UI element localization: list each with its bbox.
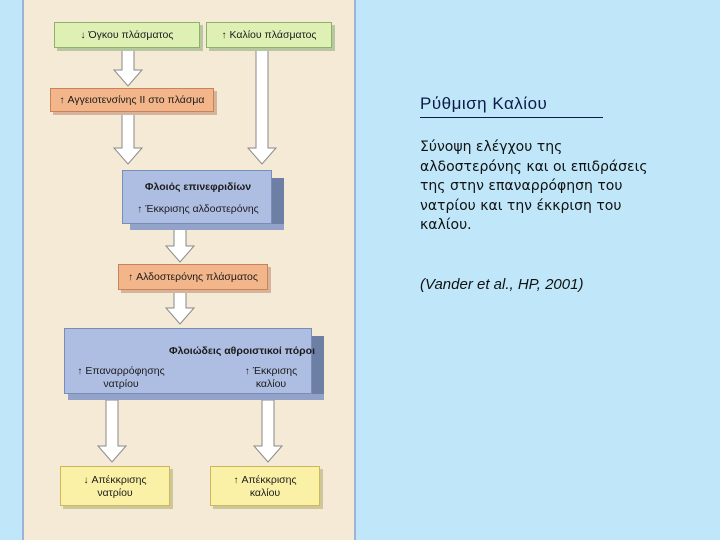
- sodium-excretion-line1-wrap: [83, 474, 146, 487]
- sodium-reabsorption-cell: [71, 365, 171, 390]
- box-plasma-aldosterone-label: Αλδοστερόνης πλάσματος: [136, 271, 258, 283]
- up-arrow-icon: ↑: [137, 204, 143, 215]
- collecting-ducts-title: Φλοιώδεις αθροιστικοί πόροι: [169, 345, 315, 357]
- potassium-excretion-line1: Απέκκρισης: [241, 473, 297, 486]
- box-angiotensin: [50, 88, 214, 112]
- arrow-adrenal-to-aldosterone: [166, 228, 194, 262]
- arrow-aldosterone-to-ducts: [166, 292, 194, 324]
- arrow-potassium-to-adrenal: [248, 46, 276, 164]
- box-sodium-excretion: [60, 466, 170, 506]
- down-arrow-icon: ↓: [83, 474, 89, 486]
- adrenal-secretion-line: [123, 203, 273, 216]
- aldosterone-secretion-label: Έκκρισης αλδοστερόνης: [145, 203, 259, 215]
- potassium-excretion-line1-wrap: [233, 474, 296, 487]
- box-plasma-volume-label: Όγκου πλάσματος: [88, 29, 174, 41]
- potassium-secretion-line1: Έκκρισης: [252, 365, 298, 377]
- box-plasma-potassium-label: Καλίου πλάσματος: [229, 29, 317, 41]
- diagram-panel: [22, 0, 356, 540]
- arrow-volume-to-angiotensin: [114, 46, 142, 86]
- sodium-excretion-line1: Απέκκρισης: [91, 473, 147, 486]
- potassium-secretion-line2: καλίου: [255, 378, 287, 390]
- arrow-angiotensin-to-adrenal: [114, 112, 142, 164]
- sodium-reabsorption-line2: νατρίου: [103, 378, 139, 390]
- box-collecting-ducts: [64, 328, 315, 394]
- potassium-secretion-cell: [233, 365, 309, 390]
- potassium-excretion-line2: καλίου: [249, 486, 281, 499]
- sodium-reabsorption-line1: Επαναρρόφησης: [85, 365, 165, 377]
- up-arrow-icon: ↑: [233, 474, 239, 486]
- summary-text: Σύνοψη ελέγχου της αλδοστερόνης και οι επιδράσεις της στην επαναρρόφηση του νατρίου και την έκκριση του καλίου.: [420, 139, 648, 233]
- arrow-ducts-to-sodium: [98, 400, 126, 462]
- up-arrow-icon: ↑: [59, 94, 65, 106]
- box-plasma-volume: [54, 22, 200, 48]
- adrenal-box-bottom: [130, 224, 284, 230]
- slide-title: Ρύθμιση Καλίου: [420, 94, 548, 113]
- title-underline: [420, 117, 603, 118]
- adrenal-box-side: [272, 178, 284, 224]
- box-potassium-excretion: [210, 466, 320, 506]
- down-arrow-icon: ↓: [80, 29, 86, 41]
- box-plasma-potassium: [206, 22, 332, 48]
- box-adrenal-cortex: [122, 170, 272, 224]
- box-plasma-aldosterone: [118, 264, 268, 290]
- ducts-box-bottom: [68, 394, 324, 400]
- up-arrow-icon: ↑: [221, 29, 227, 41]
- arrow-ducts-to-potassium: [254, 400, 282, 462]
- up-arrow-icon: ↑: [244, 366, 250, 377]
- box-angiotensin-label: Αγγειοτενσίνης II στο πλάσμα: [67, 94, 205, 106]
- up-arrow-icon: ↑: [77, 366, 83, 377]
- citation: (Vander et al., HP, 2001): [420, 276, 584, 293]
- sodium-excretion-line2: νατρίου: [97, 486, 133, 499]
- adrenal-cortex-title: Φλοιός επινεφριδίων: [144, 181, 252, 193]
- up-arrow-icon: ↑: [128, 271, 134, 283]
